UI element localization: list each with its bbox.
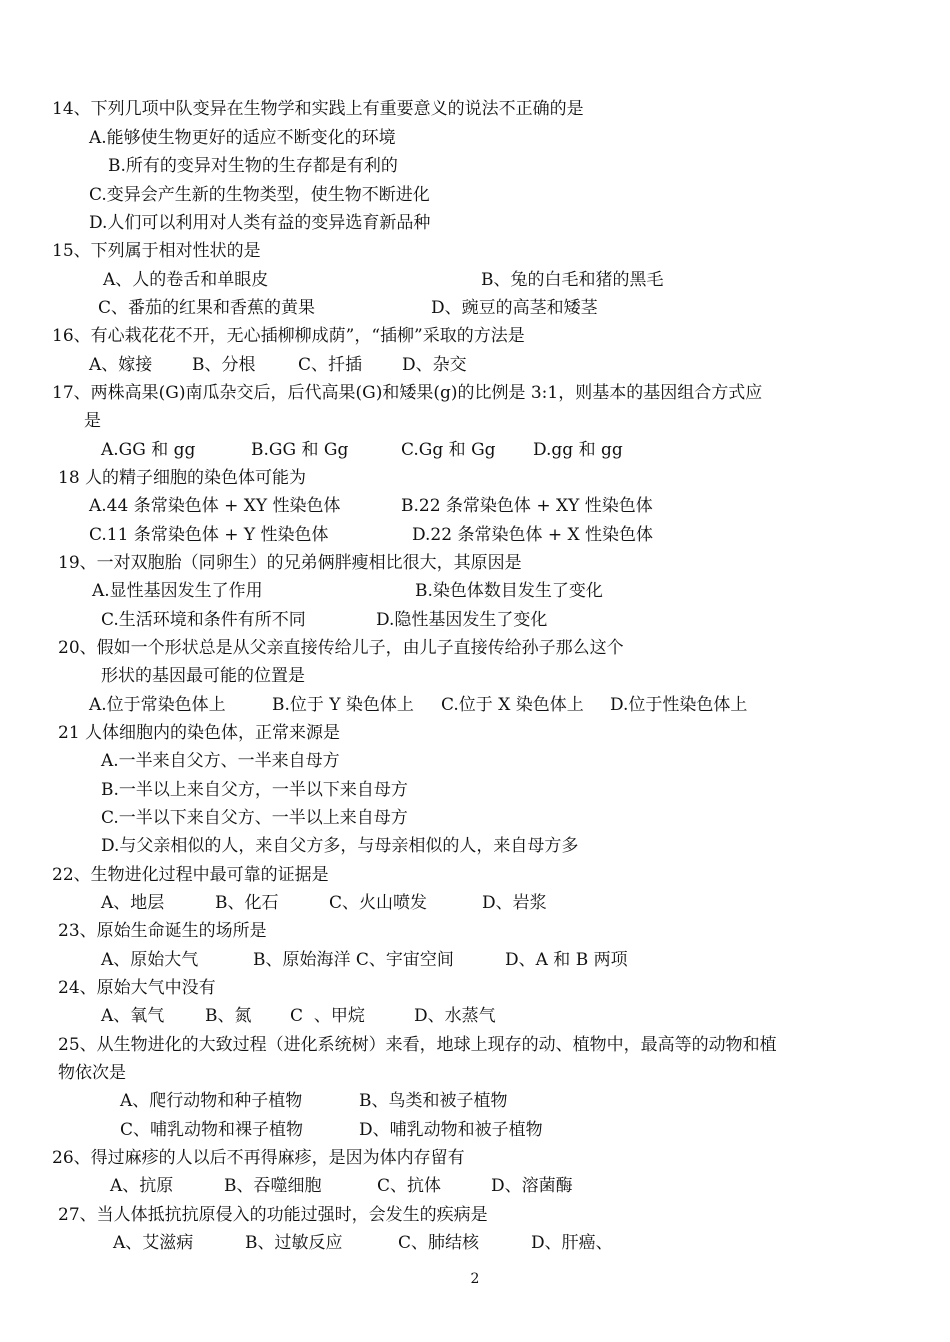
- question-16-option-d: D、杂交: [402, 355, 467, 375]
- question-23-option-b-c: B、原始海洋 C、宇宙空间: [253, 950, 454, 970]
- question-26-stem: 26、得过麻疹的人以后不再得麻疹，是因为体内存留有: [52, 1148, 465, 1168]
- question-14-option-b: B.所有的变异对生物的生存都是有利的: [108, 156, 398, 176]
- question-15-option-c: C、番茄的红果和香蕉的黄果: [98, 298, 316, 318]
- question-27-option-c: C、肺结核: [398, 1233, 480, 1253]
- question-25-option-b: B、鸟类和被子植物: [359, 1091, 508, 1111]
- question-26-option-c: C、抗体: [377, 1176, 442, 1196]
- question-17-stem: 17、两株高果(G)南瓜杂交后，后代高果(G)和矮果(g)的比例是 3:1，则基本的基因组合方式应: [52, 383, 763, 403]
- question-17-option-d: D.gg 和 gg: [533, 440, 623, 460]
- question-21-option-c: C.一半以下来自父方、一半以上来自母方: [101, 808, 408, 828]
- question-17-stem-continued: 是: [84, 411, 101, 431]
- question-19-option-d: D.隐性基因发生了变化: [376, 610, 548, 630]
- question-24-option-b: B、氮: [205, 1006, 252, 1026]
- question-27-option-b: B、过敏反应: [245, 1233, 343, 1253]
- question-19-option-b: B.染色体数目发生了变化: [415, 581, 603, 601]
- question-26-option-a: A、抗原: [110, 1176, 174, 1196]
- question-24-stem: 24、原始大气中没有: [58, 978, 216, 998]
- question-15-stem: 15、下列属于相对性状的是: [52, 241, 261, 261]
- question-22-option-d: D、岩浆: [482, 893, 547, 913]
- question-15-option-b: B、兔的白毛和猪的黑毛: [481, 270, 664, 290]
- question-18-option-a: A.44 条常染色体 + XY 性染色体: [89, 496, 341, 516]
- question-21-option-a: A.一半来自父方、一半来自母方: [101, 751, 340, 771]
- question-25-stem-continued: 物依次是: [58, 1063, 126, 1083]
- question-20-option-c: C.位于 X 染色体上: [441, 695, 584, 715]
- question-14-option-c: C.变异会产生新的生物类型，使生物不断进化: [89, 185, 430, 205]
- question-14-stem: 14、下列几项中队变异在生物学和实践上有重要意义的说法不正确的是: [52, 99, 584, 119]
- question-23-option-d: D、A 和 B 两项: [505, 950, 628, 970]
- page-number: 2: [470, 1271, 480, 1287]
- question-21-option-b: B.一半以上来自父方，一半以下来自母方: [101, 780, 408, 800]
- question-22-option-c: C、火山喷发: [329, 893, 428, 913]
- question-16-option-c: C、扦插: [298, 355, 363, 375]
- question-15-option-d: D、豌豆的高茎和矮茎: [431, 298, 598, 318]
- question-17-option-b: B.GG 和 Gg: [251, 440, 349, 460]
- question-14-option-d: D.人们可以利用对人类有益的变异选育新品种: [89, 213, 431, 233]
- question-24-option-d: D、水蒸气: [414, 1006, 496, 1026]
- question-20-option-b: B.位于 Y 染色体上: [272, 695, 414, 715]
- question-21-option-d: D.与父亲相似的人，来自父方多，与母亲相似的人，来自母方多: [101, 836, 579, 856]
- question-27-option-a: A、艾滋病: [113, 1233, 194, 1253]
- question-18-option-b: B.22 条常染色体 + XY 性染色体: [401, 496, 653, 516]
- question-16-option-b: B、分根: [192, 355, 256, 375]
- question-19-option-a: A.显性基因发生了作用: [92, 581, 263, 601]
- question-23-stem: 23、原始生命诞生的场所是: [58, 921, 267, 941]
- question-25-option-d: D、哺乳动物和被子植物: [359, 1120, 543, 1140]
- question-22-stem: 22、生物进化过程中最可靠的证据是: [52, 865, 329, 885]
- question-16-stem: 16、有心栽花花不开，无心插柳柳成荫”，“插柳”采取的方法是: [52, 326, 525, 346]
- question-24-option-a: A、氧气: [101, 1006, 165, 1026]
- question-22-option-a: A、地层: [101, 893, 165, 913]
- question-25-stem: 25、从生物进化的大致过程（进化系统树）来看，地球上现存的动、植物中，最高等的动物和植: [58, 1035, 777, 1055]
- question-20-stem: 20、假如一个形状总是从父亲直接传给儿子，由儿子直接传给孙子那么这个: [58, 638, 624, 658]
- question-20-option-d: D.位于性染色体上: [610, 695, 748, 715]
- question-20-stem-continued: 形状的基因最可能的位置是: [101, 666, 305, 686]
- question-24-option-c: C 、甲烷: [290, 1006, 365, 1026]
- question-26-option-d: D、溶菌酶: [491, 1176, 573, 1196]
- question-14-option-a: A.能够使生物更好的适应不断变化的环境: [89, 128, 396, 148]
- question-17-option-a: A.GG 和 gg: [101, 440, 196, 460]
- question-18-stem: 18 人的精子细胞的染色体可能为: [58, 468, 307, 488]
- question-25-option-a: A、爬行动物和种子植物: [120, 1091, 303, 1111]
- question-16-option-a: A、嫁接: [89, 355, 153, 375]
- question-21-stem: 21 人体细胞内的染色体，正常来源是: [58, 723, 341, 743]
- question-19-stem: 19、一对双胞胎（同卵生）的兄弟俩胖瘦相比很大，其原因是: [58, 553, 522, 573]
- question-18-option-c: C.11 条常染色体 + Y 性染色体: [89, 525, 329, 545]
- question-19-option-c: C.生活环境和条件有所不同: [101, 610, 306, 630]
- question-25-option-c: C、哺乳动物和裸子植物: [120, 1120, 304, 1140]
- question-22-option-b: B、化石: [215, 893, 279, 913]
- question-27-stem: 27、当人体抵抗抗原侵入的功能过强时，会发生的疾病是: [58, 1205, 488, 1225]
- question-18-option-d: D.22 条常染色体 + X 性染色体: [412, 525, 654, 545]
- question-27-option-d: D、肝癌、: [531, 1233, 613, 1253]
- question-26-option-b: B、吞噬细胞: [224, 1176, 322, 1196]
- question-15-option-a: A、人的卷舌和单眼皮: [103, 270, 269, 290]
- question-17-option-c: C.Gg 和 Gg: [401, 440, 496, 460]
- question-20-option-a: A.位于常染色体上: [89, 695, 226, 715]
- question-23-option-a: A、原始大气: [101, 950, 199, 970]
